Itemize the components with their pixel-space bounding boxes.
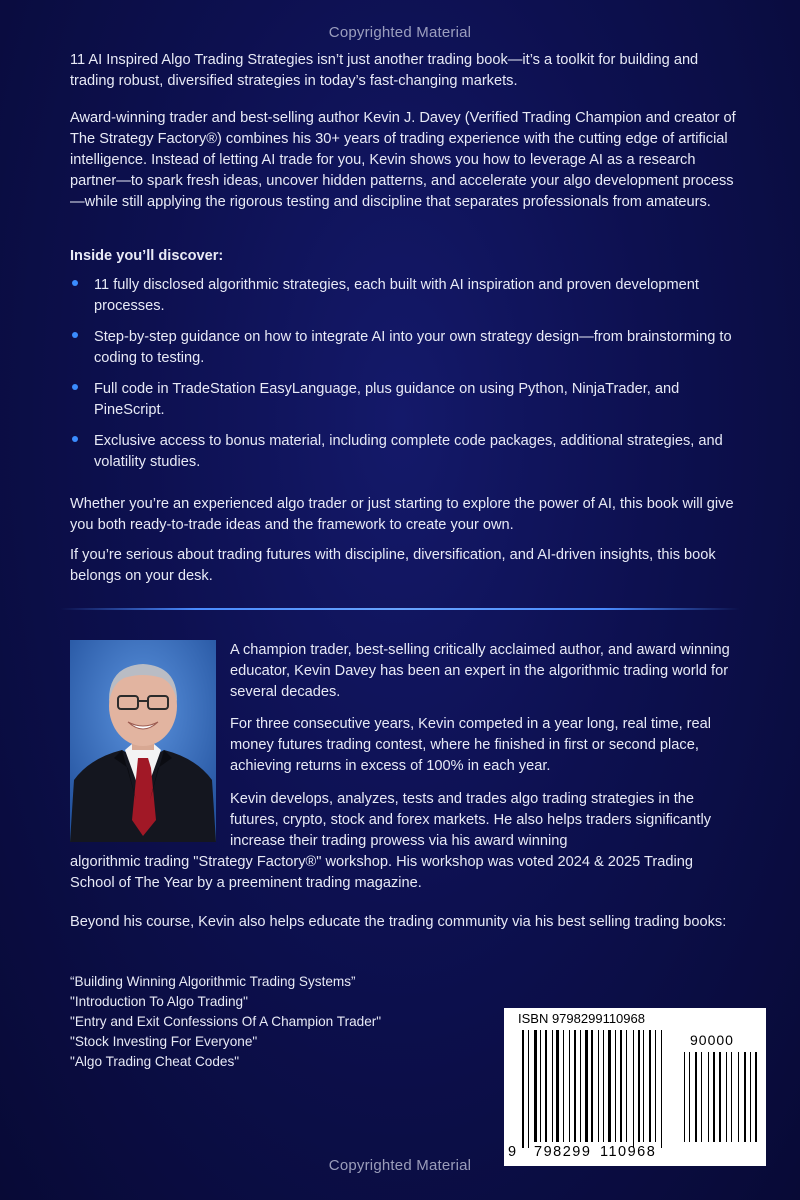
list-item: “Building Winning Algorithmic Trading Systems”	[70, 974, 356, 989]
author-bio-2: For three consecutive years, Kevin competed in a year long, real time, real money futures trading contest, where he finished in first or second place, achieving returns in excess of 100% in each year.	[230, 716, 712, 774]
discover-heading: Inside you’ll discover:	[70, 248, 224, 264]
price-code: 90000	[690, 1032, 734, 1048]
list-item: "Algo Trading Cheat Codes"	[70, 1054, 240, 1069]
author-bio-1: A champion trader, best-selling critically acclaimed author, and award winning educator, Kevin Davey has been an expert in the algorithmic trading world for several decades.	[230, 642, 730, 700]
discover-list	[70, 275, 738, 483]
author-portrait-icon	[70, 640, 216, 842]
isbn-barcode	[504, 1008, 766, 1166]
barcode-digit-first: 9	[508, 1144, 518, 1160]
list-item: "Entry and Exit Confessions Of A Champion Trader"	[70, 1014, 382, 1029]
barcode-icon	[504, 1008, 766, 1166]
list-item: "Introduction To Algo Trading"	[70, 994, 248, 1009]
isbn-label: ISBN 9798299110968	[518, 1011, 645, 1026]
bullet-dot-icon	[72, 384, 78, 390]
list-item: "Stock Investing For Everyone"	[70, 1034, 258, 1049]
closing-paragraph-1: Whether you’re an experienced algo trader or just starting to explore the power of AI, this book will give you both ready-to-trade ideas and the framework to create your own.	[70, 496, 734, 533]
author-bio-3a: Kevin develops, analyzes, tests and trades algo trading strategies in the futures, crypto, stock and forex markets. He also helps traders significantly increase their trading prowess via his award winning	[230, 791, 711, 849]
list-item: 11 fully disclosed algorithmic strategies, each built with AI inspiration and proven development processes.	[70, 275, 738, 317]
list-item: Full code in TradeStation EasyLanguage, plus guidance on using Python, NinjaTrader, and PineScript.	[70, 379, 738, 421]
intro-paragraph-1: 11 AI Inspired Algo Trading Strategies isn’t just another trading book—it’s a toolkit for building and trading robust, diversified strategies in today’s fast-changing markets.	[70, 52, 699, 89]
copyright-watermark-bottom: Copyrighted Material	[328, 1157, 472, 1174]
books-list	[70, 972, 381, 1072]
intro-paragraph-2: Award-winning trader and best-selling author Kevin J. Davey (Verified Trading Champion and creator of The Strategy Factory®) combines his 30+ years of trading experience with the cutting edge of artificial intelligence. Instead of letting AI trade for you, Kevin shows you how to leverage AI as a research partner—to spark fresh ideas, uncover hidden patterns, and accelerate your algo development process—while still applying the rigorous testing and discipline that separates professionals from amateurs.	[70, 110, 736, 210]
author-bio-4: Beyond his course, Kevin also helps educate the trading community via his best selling trading books:	[70, 914, 727, 930]
barcode-digits-left: 798299	[534, 1144, 592, 1160]
copyright-watermark-top: Copyrighted Material	[328, 24, 472, 41]
closing-paragraph-2: If you’re serious about trading futures with discipline, diversification, and AI-driven insights, this book belongs on your desk.	[70, 547, 716, 584]
author-photo	[70, 640, 216, 842]
bullet-dot-icon	[72, 280, 78, 286]
bullet-dot-icon	[72, 332, 78, 338]
bullet-dot-icon	[72, 436, 78, 442]
section-divider	[60, 608, 740, 610]
author-bio-3b: algorithmic trading "Strategy Factory®" workshop. His workshop was voted 2024 & 2025 Trading School of The Year by a preeminent trading magazine.	[70, 854, 693, 891]
barcode-digits-right: 110968	[600, 1144, 657, 1160]
list-item: Step-by-step guidance on how to integrate AI into your own strategy design—from brainstorming to coding to testing.	[70, 327, 738, 369]
list-item: Exclusive access to bonus material, including complete code packages, additional strategies, and volatility studies.	[70, 431, 738, 473]
